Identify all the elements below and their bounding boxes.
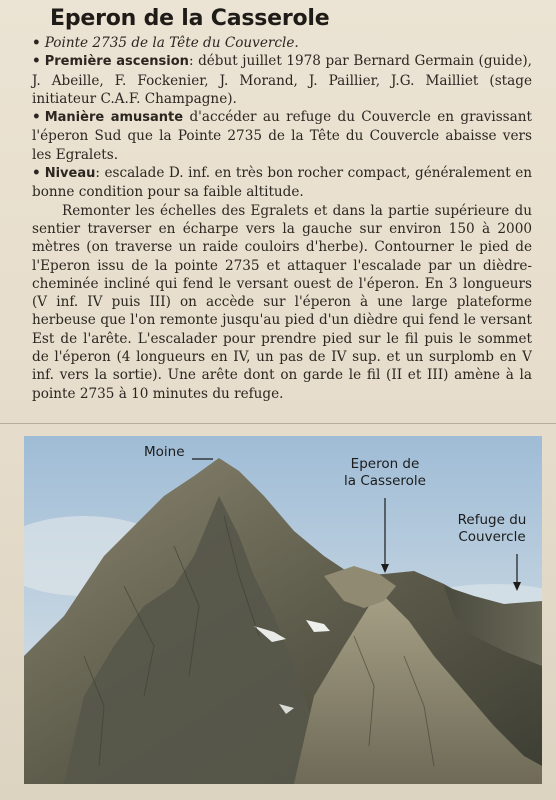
first-ascent-label: Première ascension	[44, 54, 189, 70]
bullet-dot: •	[32, 53, 41, 70]
bullet-dot: •	[32, 165, 41, 182]
label-moine: Moine	[144, 444, 185, 460]
page-title: Eperon de la Casserole	[50, 6, 330, 31]
first-ascent-bullet	[32, 52, 532, 108]
bullet-dot: •	[32, 35, 41, 51]
subtitle: Pointe 2735 de la Tête du Couvercle.	[44, 35, 299, 51]
level-label: Niveau	[44, 166, 96, 182]
text-block	[32, 6, 532, 403]
level-text: : escalade D. inf. en très bon rocher compact, généralement en bonne condition pour sa faible altitude.	[32, 165, 532, 201]
fold-line	[0, 423, 556, 424]
label-eperon	[327, 456, 443, 490]
subtitle-bullet	[32, 34, 532, 52]
approach-bullet	[32, 108, 532, 164]
first-ascent-text: : début juillet 1978 par Bernard Germain (guide), J. Abeille, F. Fockenier, J. Morand, J. Paillier, J.G. Mailliet (stage initiateur C.A.F. Champagne).	[32, 53, 533, 107]
label-eperon-line2: la Casserole	[344, 473, 426, 489]
route-description: Remonter les échelles des Egralets et dans la partie supérieure du sentier traverser en écharpe vers la gauche sur environ 150 à 2000 mètres (on traverse un raide couloirs d'herbe). Contourner le pied de l'Eperon issu de la pointe 2735 et attaquer l'escalade par un dièdre-cheminée incliné qui fend le versant ouest de l'éperon. En 3 longueurs (V inf. IV puis III) on accède sur l'éperon à une large plateforme herbeuse que l'on remonte jusqu'au pied d'un dièdre qui fend le versant Est de l'arête. L'escalader pour prendre pied sur le fil puis le sommet de l'éperon (4 longueurs en IV, un pas de IV sup. et un surplomb en V inf. vers la sortie). Une arête dont on garde le fil (II et III) amène à la pointe 2735 à 10 minutes du refuge.	[32, 202, 532, 402]
approach-text: d'accéder au refuge du Couvercle en gravissant l'éperon Sud que la Pointe 2735 de la Tête du Couvercle abaisse vers les Egralets.	[32, 109, 532, 163]
label-refuge-line1: Refuge du	[457, 512, 527, 528]
level-bullet	[32, 164, 532, 202]
mountain-photo	[24, 436, 542, 784]
approach-label: Manière amusante	[44, 110, 184, 126]
label-refuge-line2: Couvercle	[458, 529, 526, 545]
label-refuge	[442, 512, 542, 546]
mountain-photo-illustration	[24, 436, 542, 784]
bullet-dot: •	[32, 109, 41, 126]
label-eperon-line1: Eperon de	[350, 456, 420, 472]
